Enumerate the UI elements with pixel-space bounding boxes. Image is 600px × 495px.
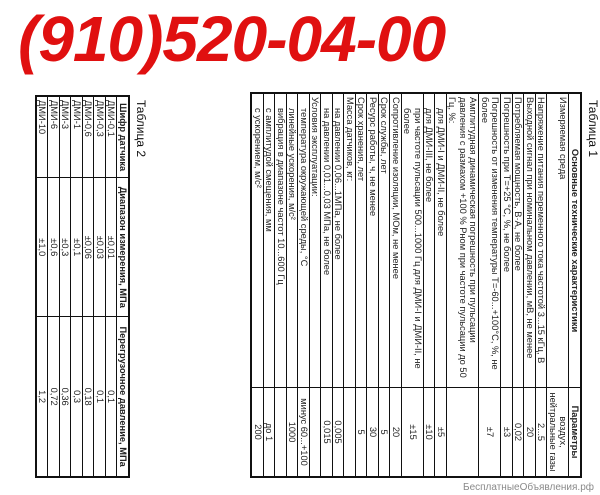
table-cell: ±0,01 <box>106 178 118 317</box>
table-row <box>287 93 299 477</box>
table-cell: ±0,1 <box>71 178 83 317</box>
table-row <box>275 93 287 477</box>
table-cell: ±5 <box>435 388 447 477</box>
table-cell: ДМИ-0,1 <box>106 96 118 178</box>
table-row <box>106 96 118 477</box>
table-cell: 0,015 <box>321 388 333 477</box>
table1-header: Параметры <box>569 388 581 477</box>
table-cell: Потребляемая мощность, В·А, не более <box>513 93 525 388</box>
table2-header: Шифр датчика <box>117 96 129 178</box>
table-cell: 1000 <box>287 388 299 477</box>
sensor-models-table <box>35 95 130 478</box>
specifications-table <box>251 92 583 478</box>
table-cell: ±1,0 <box>36 178 48 317</box>
table-cell: Сопротивление изоляции, МОм, не менее <box>390 93 402 388</box>
table-row <box>479 93 501 477</box>
table-row <box>252 93 264 477</box>
table-cell: ±10 <box>424 388 436 477</box>
table-row <box>333 93 345 477</box>
table-row <box>298 93 310 477</box>
table-cell: при частоте пульсации 500...1000 Гц для ДМИ-I и ДМИ-II, не более <box>402 93 424 388</box>
table-cell: Срок хранения, лет <box>356 93 368 388</box>
table-cell: Напряжение питания переменного тока частотой 3...15 кГц, В <box>536 93 548 388</box>
table-cell: 0,18 <box>83 317 95 477</box>
table-cell: минус 60...+100 <box>298 388 310 477</box>
table-cell: 2...5 <box>536 388 548 477</box>
table-row <box>94 96 106 477</box>
table-row <box>524 93 536 477</box>
table-cell: для ДМИ-I и ДМИ-II, не более <box>435 93 447 388</box>
phone-number-overlay: (910)520-04-00 <box>18 3 446 75</box>
table-row <box>424 93 436 477</box>
table-cell: с амплитудой смещения, мм <box>264 93 276 388</box>
table-row <box>310 93 322 477</box>
table-row <box>402 93 424 477</box>
table-cell: 0,005 <box>333 388 345 477</box>
table-cell: ДМИ-1 <box>71 96 83 178</box>
table-cell: Погрешность при Т=+25 °С, %, не более <box>501 93 513 388</box>
rotated-document-page <box>0 45 600 495</box>
table-cell: ДМИ-0,3 <box>94 96 106 178</box>
table-row <box>83 96 95 477</box>
table-cell <box>275 388 287 477</box>
table-cell: ±0,6 <box>48 178 60 317</box>
table-cell: вибрация в диапазоне частот 10...600 Гц <box>275 93 287 388</box>
table-cell: Ресурс работы, ч, не менее <box>367 93 379 388</box>
table-row <box>513 93 525 477</box>
table-cell: Измеряемая среда <box>547 93 569 388</box>
table-cell: Амплитудная динамическая погрешность при пульсации давления с размахом +100 % Pном при частоте пульсации до 50 Гц, %: <box>447 93 480 388</box>
table-row <box>367 93 379 477</box>
table-row <box>321 93 333 477</box>
table2-header: Перегрузочное давление, МПа <box>117 317 129 477</box>
table1-header: Основные технические характеристики <box>569 93 581 388</box>
table-row <box>36 96 48 477</box>
table-row <box>435 93 447 477</box>
table-cell: 200 <box>252 388 264 477</box>
table-cell: 20 <box>390 388 402 477</box>
table-row <box>356 93 368 477</box>
table-cell: на давлении 0,06...1МПа, не более <box>333 93 345 388</box>
table-cell: ±7 <box>479 388 501 477</box>
table-cell: воздух, нейтральные газы <box>547 388 569 477</box>
table-cell: до 1 <box>264 388 276 477</box>
table-cell <box>310 388 322 477</box>
table-cell: ДМИ-10 <box>36 96 48 178</box>
table-cell: ±15 <box>402 388 424 477</box>
table-cell: 5 <box>356 388 368 477</box>
table-cell: ±0,3 <box>60 178 72 317</box>
table-cell: на давлении 0,01...0,03 МПа, не более <box>321 93 333 388</box>
table-cell: Масса датчиков, кг: <box>344 93 356 388</box>
table-cell <box>344 388 356 477</box>
table-cell: ДМИ-0,6 <box>83 96 95 178</box>
table-cell: 5 <box>379 388 391 477</box>
table-cell: с ускорением, м/с² <box>252 93 264 388</box>
table-cell: для ДМИ-III, не более <box>424 93 436 388</box>
table-row <box>447 93 480 477</box>
table-cell: ±0,06 <box>83 178 95 317</box>
table-cell: ±0,03 <box>94 178 106 317</box>
table-cell: ДМИ-6 <box>48 96 60 178</box>
table-cell: ДМИ-3 <box>60 96 72 178</box>
table-cell: 0,72 <box>48 317 60 477</box>
watermark: БесплатныеОбъявления.рф <box>463 482 594 493</box>
table-cell: Выходной сигнал при номинальном давлении, мВ, не менее <box>524 93 536 388</box>
table-cell <box>447 388 480 477</box>
table-cell: 0,1 <box>106 317 118 477</box>
table2-caption: Таблица 2 <box>134 100 148 158</box>
table-row <box>264 93 276 477</box>
table-cell: 0,3 <box>71 317 83 477</box>
table-row <box>60 96 72 477</box>
table-row <box>501 93 513 477</box>
table-cell: 20 <box>524 388 536 477</box>
table-row <box>536 93 548 477</box>
table-row <box>390 93 402 477</box>
table-cell: Срок службы, лет <box>379 93 391 388</box>
table1-caption: Таблица 1 <box>586 100 600 158</box>
table-cell: 30 <box>367 388 379 477</box>
table-row <box>547 93 569 477</box>
table-cell: Погрешность от изменения температуры Т=-60...+100°С, %, не более <box>479 93 501 388</box>
table-cell: 1,2 <box>36 317 48 477</box>
table-cell: Условия эксплуатации: <box>310 93 322 388</box>
table-cell: 0,02 <box>513 388 525 477</box>
table-cell: 0,1 <box>94 317 106 477</box>
table-cell: 0,36 <box>60 317 72 477</box>
table-cell: ±3 <box>501 388 513 477</box>
table2-header: Диапазон измерения, МПа <box>117 178 129 317</box>
table-row <box>344 93 356 477</box>
table-cell: линейные ускорения, м/с² <box>287 93 299 388</box>
table-cell: температура окружающей среды, °С <box>298 93 310 388</box>
table-row <box>71 96 83 477</box>
table-row <box>379 93 391 477</box>
table-row <box>48 96 60 477</box>
